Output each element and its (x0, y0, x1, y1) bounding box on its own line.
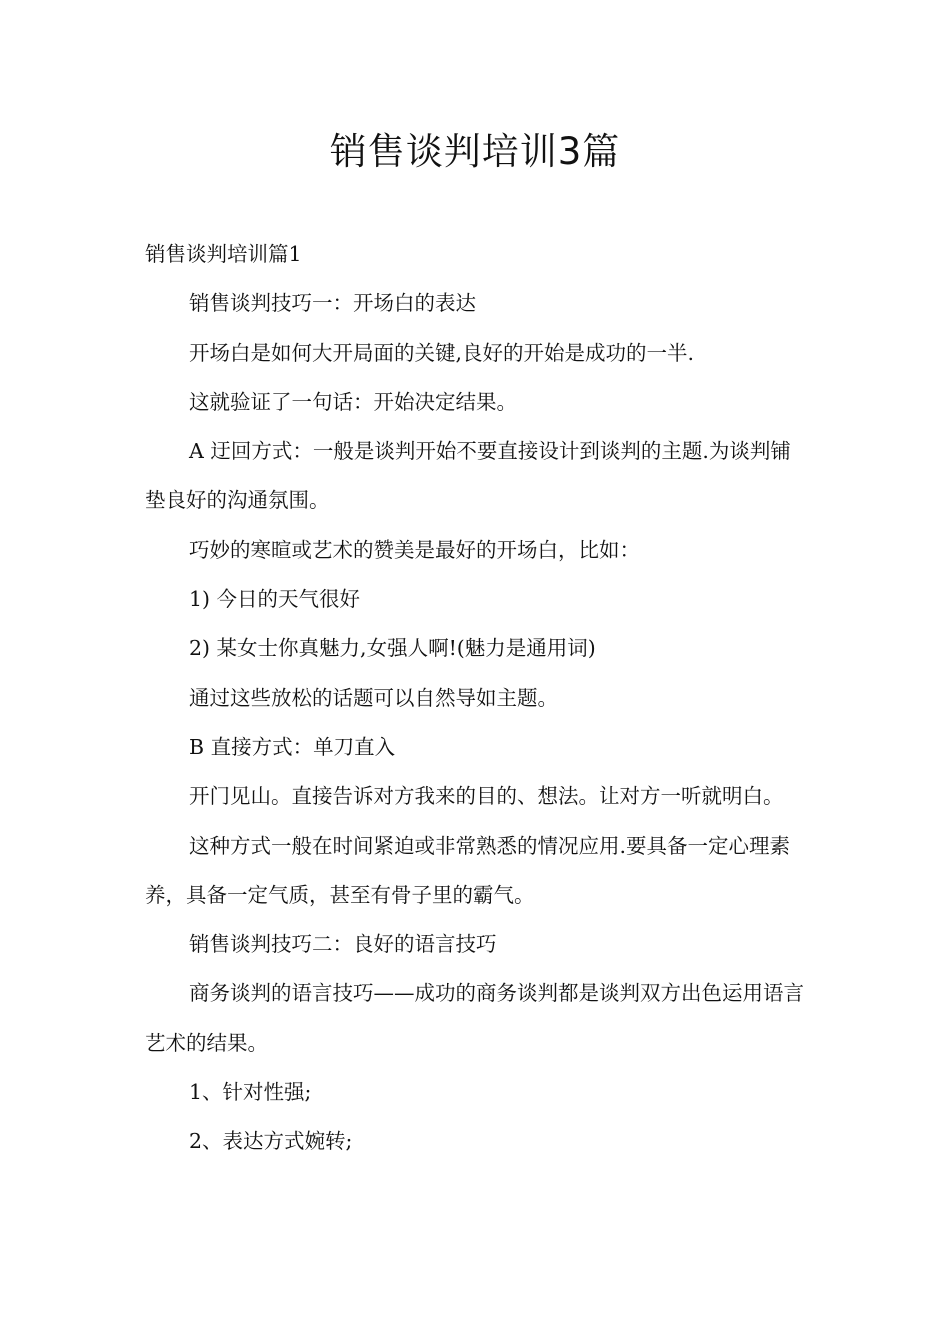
paragraph: 这就验证了一句话：开始决定结果。 (189, 389, 517, 414)
paragraph: 商务谈判的语言技巧——成功的商务谈判都是谈判双方出色运用语言艺术的结果。 (145, 981, 804, 1055)
paragraph: 开门见山。直接告诉对方我来的目的、想法。让对方一听就明白。 (189, 784, 784, 809)
section-heading: 销售谈判培训篇1 (145, 242, 302, 266)
list-item: 2) 某女士你真魅力,女强人啊!(魅力是通用词) (189, 636, 596, 661)
paragraph: 开场白是如何大开局面的关键,良好的开始是成功的一半. (189, 340, 695, 365)
paragraph: 巧妙的寒暄或艺术的赞美是最好的开场白，比如： (189, 537, 640, 562)
document-title: 销售谈判培训3篇 (329, 130, 621, 173)
subsection-heading: 销售谈判技巧二：良好的语言技巧 (189, 932, 497, 957)
list-item: 1) 今日的天气很好 (189, 587, 361, 612)
paragraph: A 迂回方式：一般是谈判开始不要直接设计到谈判的主题.为谈判铺垫良好的沟通氛围。 (145, 439, 791, 513)
paragraph: 通过这些放松的话题可以自然导如主题。 (189, 685, 558, 710)
list-item: 2、表达方式婉转; (189, 1129, 353, 1154)
subsection-heading: 销售谈判技巧一：开场白的表达 (189, 291, 476, 316)
paragraph: 这种方式一般在时间紧迫或非常熟悉的情况应用.要具备一定心理素养，具备一定气质，甚至有骨子里的霸气。 (145, 833, 791, 907)
paragraph: B 直接方式：单刀直入 (189, 734, 396, 759)
document-body (145, 230, 809, 1167)
list-item: 1、针对性强; (189, 1080, 312, 1105)
